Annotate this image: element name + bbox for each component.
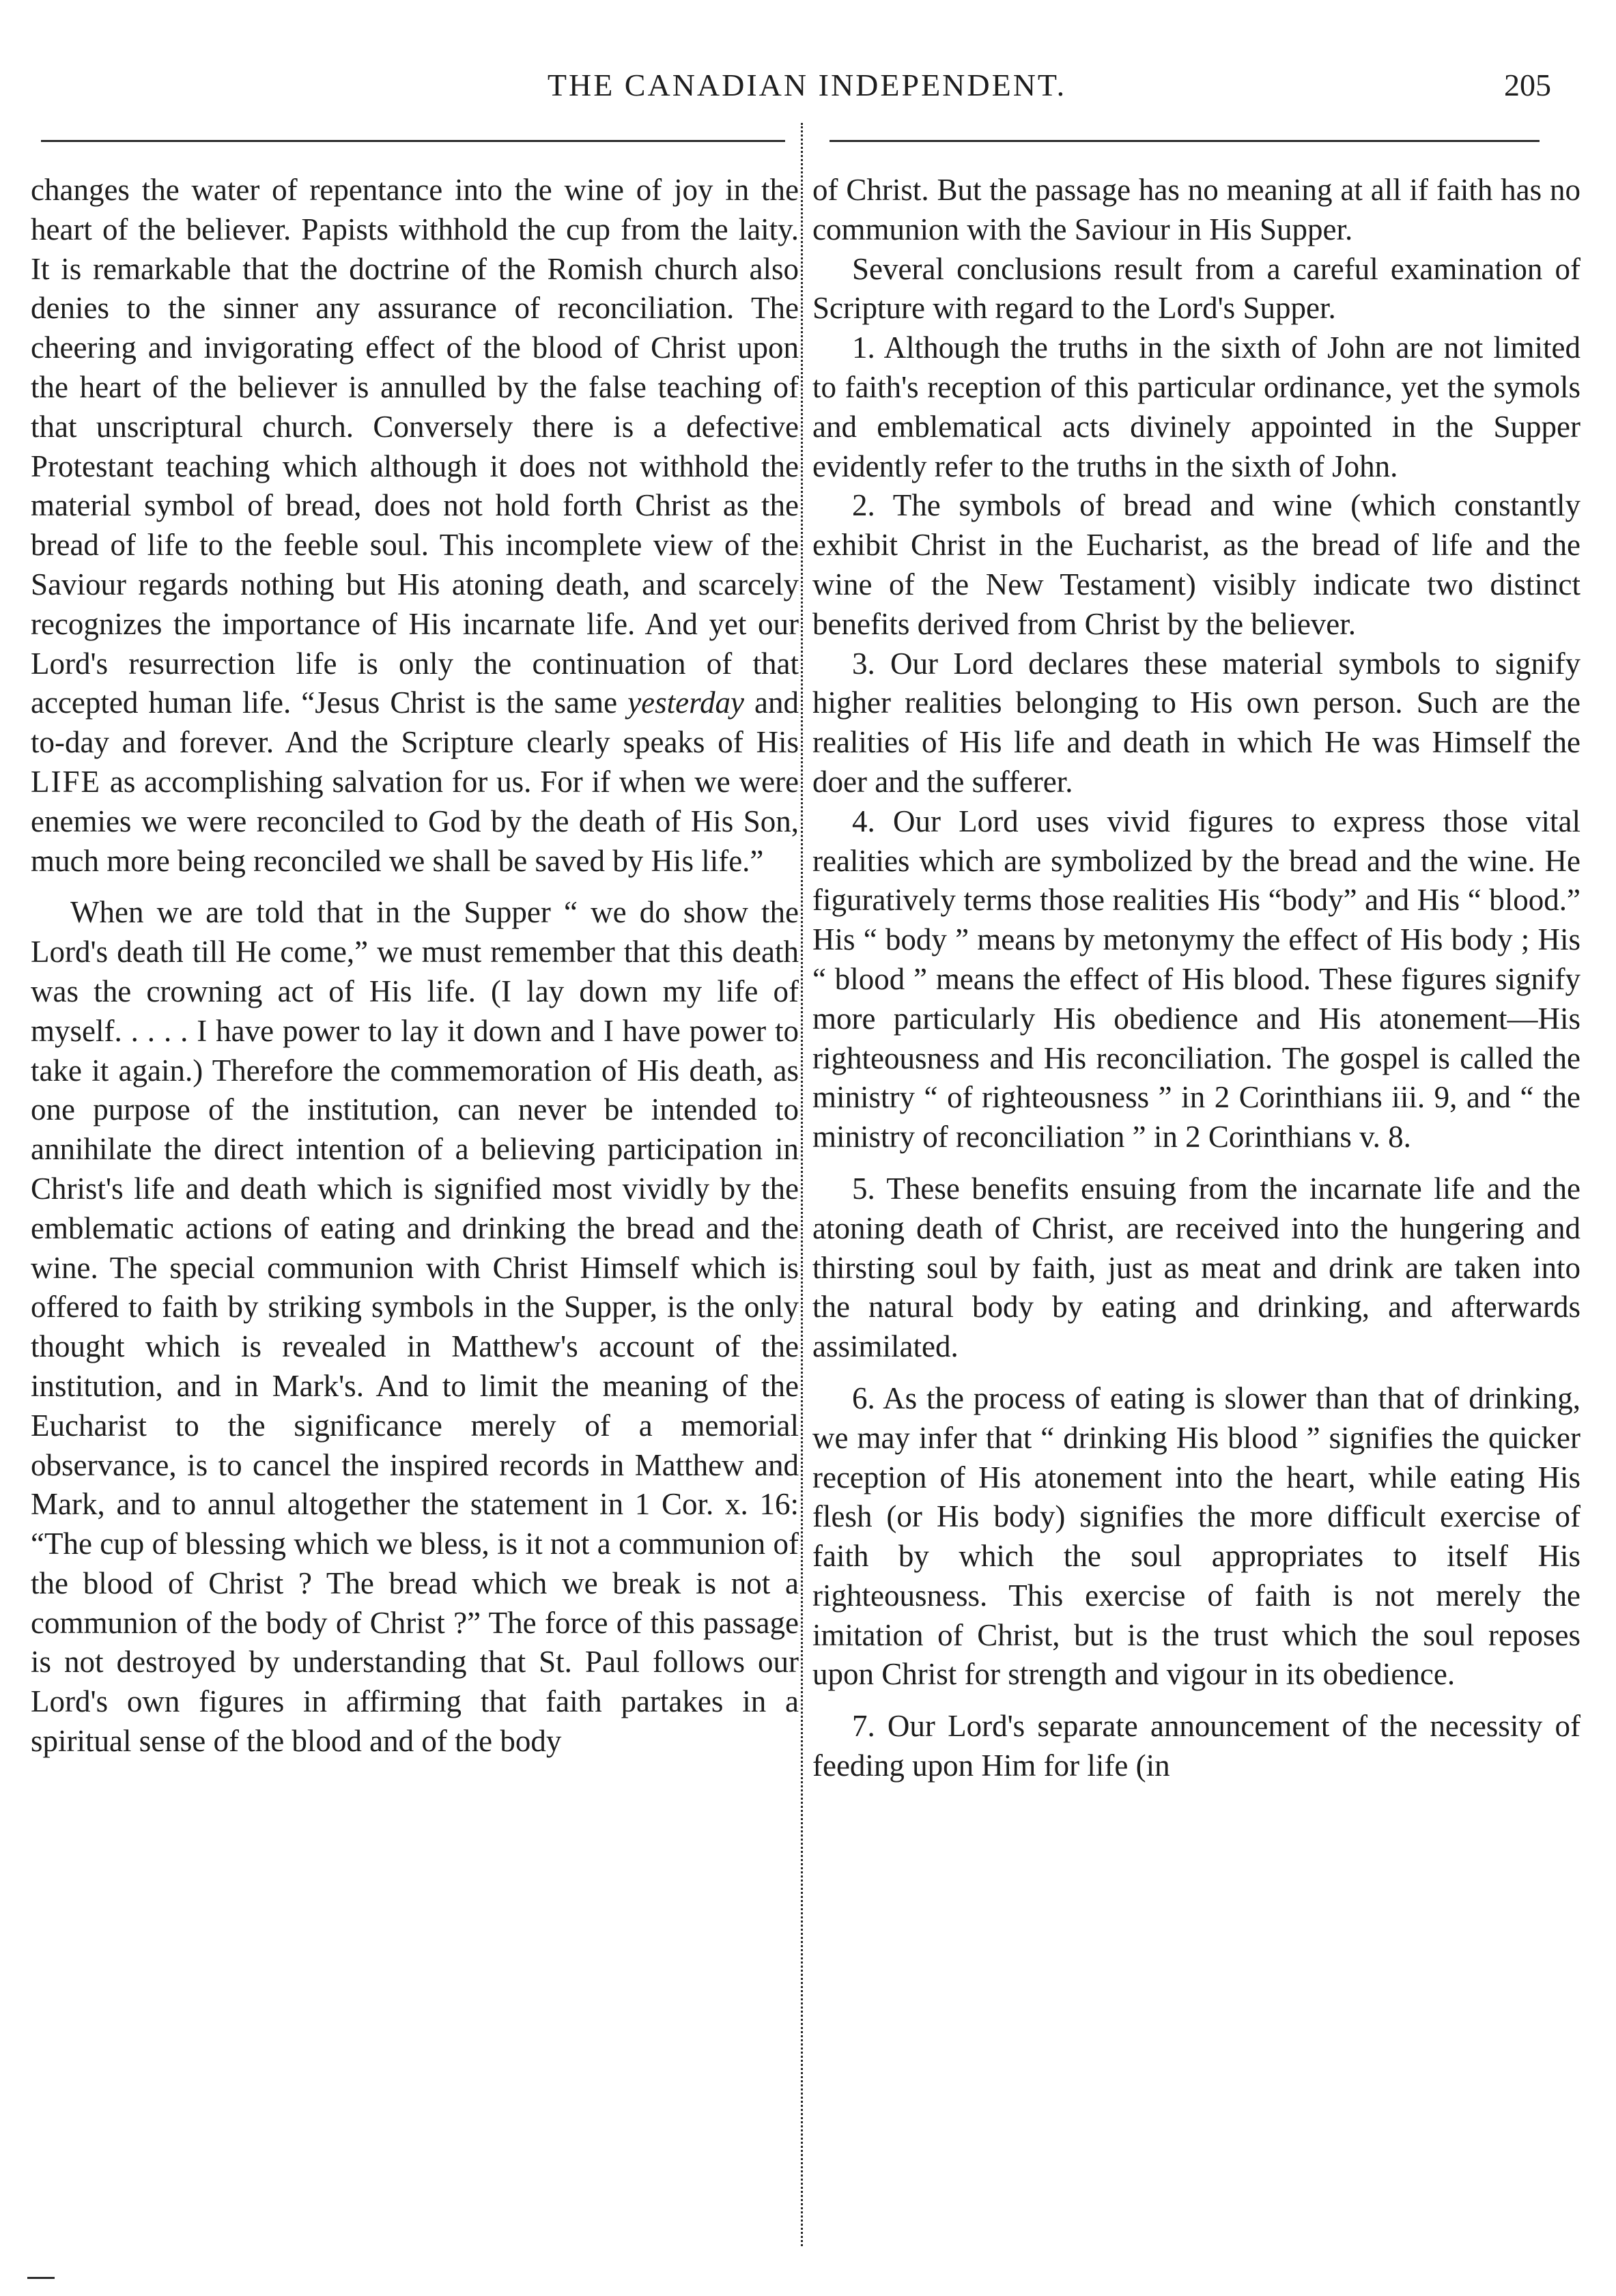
left-paragraph-1-text-b: and to-day and forever. And the Scripture clearly speaks of His — [31, 685, 799, 760]
left-paragraph-1-text-c: as accomplishing salvation for us. For if when we were enemies we were reconciled to God by the death of His Son, much more being reconciled we shall be saved by His life.” — [31, 764, 799, 878]
right-paragraph-9: 7. Our Lord's separate announcement of the necessity of feeding upon Him for life (in — [812, 1709, 1580, 1783]
left-paragraph-2: When we are told that in the Supper “ we do show the Lord's death till He come,” we must remember that this death was the crowning act of His life. (I lay down my life of myself. . . . . I have power to lay it down and I have power to take it again.) Therefore the commemoration of His death, as one purpose of the institution, can never be intended to annihilate the direct intention of a believing participation in Christ's life and death which is signified most vividly by the emblematic actions of eating and drinking the bread and the wine. The special communion with Christ Himself which is offered to faith by striking symbols in the Supper, is the only thought which is revealed in Matthew's account of the institution, and in Mark's. And to limit the meaning of the Eucharist to the significance merely of a memorial observance, is to cancel the inspired records in Matthew and Mark, and to annul altogether the statement in 1 Cor. x. 16: “The cup of blessing which we bless, is it not a communion of the blood of Christ ? The bread which we break is not a communion of the body of Christ ?” The force of this passage is not destroyed by understanding that St. Paul follows our Lord's own figures in affirming that faith partakes in a spiritual sense of the blood and of the body — [31, 895, 799, 1759]
footer-mark — [27, 2277, 55, 2279]
right-paragraph-2: Several conclusions result from a careful examination of Scripture with regard to the Lord's Supper. — [812, 251, 1580, 326]
right-paragraph-4: 2. The symbols of bread and wine (which constantly exhibit Christ in the Eucharist, as the bread of life and the wine of the New Testament) visibly indicate two distinct benefits derived from Christ by the believer. — [812, 488, 1580, 641]
left-paragraph-1-text: changes the water of repentance into the wine of joy in the heart of the believer. Papists withhold the cup from the laity. It is remarkable that the doctrine of the Romish church also denies to the sinner any assurance of reconciliation. The cheering and invigorating effect of the blood of Christ upon the heart of the believer is annulled by the false teaching of that unscriptural church. Conversely there is a defective Protestant teaching which although it does not withhold the material symbol of bread, does not hold forth Christ as the bread of life to the feeble soul. This incomplete view of the Saviour regards nothing but His atoning death, and scarcely recognizes the importance of His incarnate life. And yet our Lord's resurrection life is only the continuation of that accepted human life. “Jesus Christ is the same — [31, 173, 799, 720]
left-paragraph-1-italic: yesterday — [627, 685, 744, 720]
right-column — [812, 171, 1580, 1786]
right-paragraph-6: 4. Our Lord uses vivid figures to express those vital realities which are symbolized by the bread and the wine. He figuratively terms those realities His “body” and His “ blood.” His “ body ” means by metonymy the effect of His body ; His “ blood ” means the effect of His blood. These figures signify more particularly His obedience and His atonement—His righteousness and His reconciliation. The gospel is called the ministry “ of righteousness ” in 2 Corinthians iii. 9, and “ the ministry of reconciliation ” in 2 Corinthians v. 8. — [812, 804, 1580, 1154]
right-paragraph-7: 5. These benefits ensuing from the incarnate life and the atoning death of Christ, are received into the hungering and thirsting soul by faith, just as meat and drink are taken into the natural body by eating and drinking, and afterwards assimilated. — [812, 1171, 1580, 1364]
left-paragraph-1 — [31, 171, 799, 881]
page-header — [63, 65, 1551, 113]
left-column — [31, 171, 799, 1761]
left-paragraph-1-caps: LIFE — [31, 764, 101, 799]
right-paragraph-3: 1. Although the truths in the sixth of John are not limited to faith's reception of this particular ordinance, yet the symols and emblematical acts divinely appointed in the Supper evidently refer to the truths in the sixth of John. — [812, 330, 1580, 483]
publication-title: THE CANADIAN INDEPENDENT. — [547, 68, 1067, 102]
header-rule-left — [41, 140, 785, 142]
page-number: 205 — [1504, 68, 1551, 102]
column-divider — [801, 123, 803, 2246]
right-paragraph-8: 6. As the process of eating is slower than that of drinking, we may infer that “ drinking His blood ” signifies the quicker reception of His atonement into the heart, while eating His flesh (or His body) signifies the more difficult exercise of faith by which the soul appropriates to itself His righteousness. This exercise of faith is not merely the imitation of Christ, but is the trust which the soul reposes upon Christ for strength and vigour in its obedience. — [812, 1380, 1580, 1692]
header-rule-right — [830, 140, 1540, 142]
right-paragraph-5: 3. Our Lord declares these material symbols to signify higher realities belonging to His own person. Such are the realities of His life and death in which He was Himself the doer and the sufferer. — [812, 646, 1580, 799]
right-paragraph-1: of Christ. But the passage has no meaning at all if faith has no communion with the Saviour in His Supper. — [812, 173, 1580, 246]
